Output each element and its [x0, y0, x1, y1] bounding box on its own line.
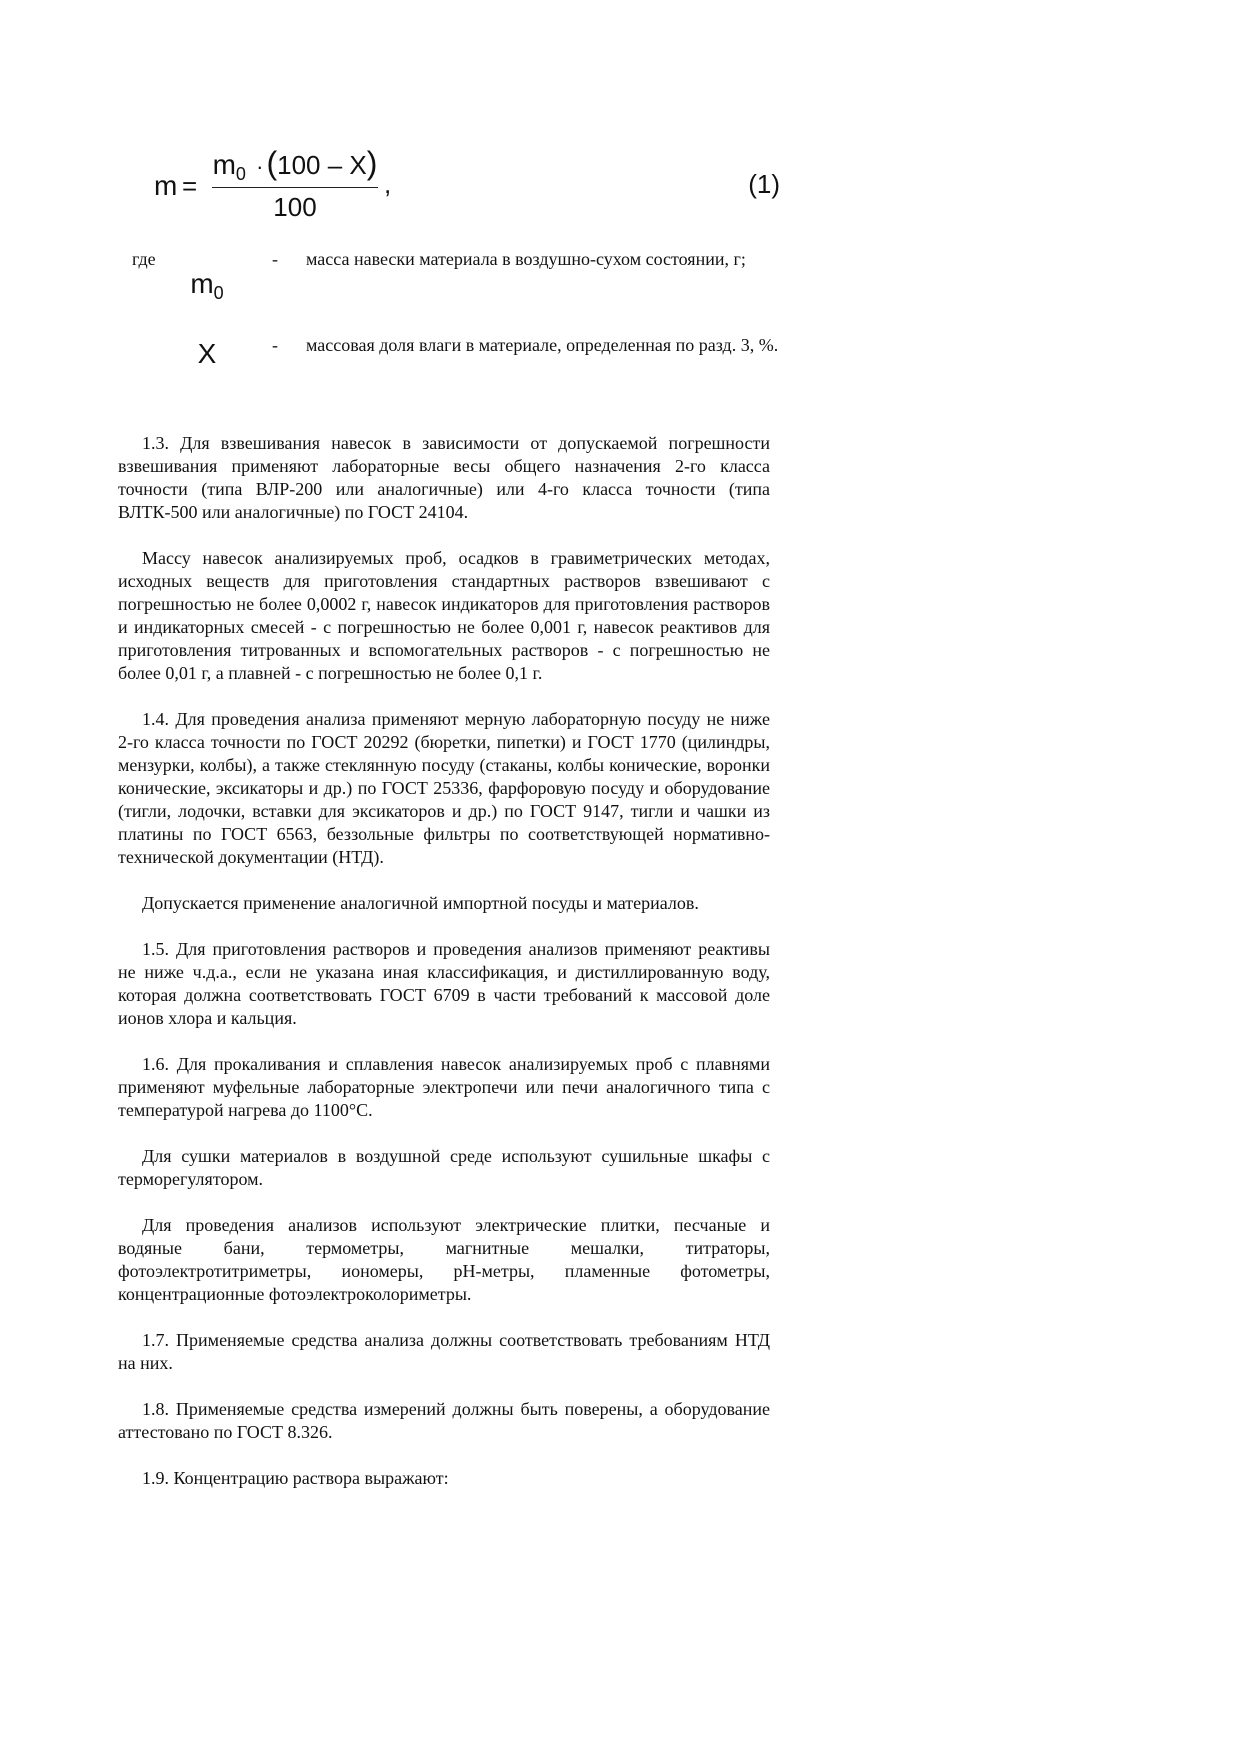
- legend-item-x: [132, 334, 788, 380]
- numerator-m: m: [212, 149, 236, 180]
- formula-denominator: 100: [273, 192, 317, 222]
- paragraph-1-4: 1.4. Для проведения анализа применяют мерную лабораторную посуду не ниже 2-го класса точности по ГОСТ 20292 (бюретки, пипетки) и ГОСТ 1770 (цилиндры, мензурки, колбы), а также стеклянную посуду (стаканы, колбы конические, воронки конические, эксикаторы и др.) по ГОСТ 25336, фарфоровую посуду и оборудование (тигли, лодочки, вставки для эксикаторов и др.) по ГОСТ 9147, тигли и чашки из платины по ГОСТ 6563, беззольные фильтры по соответствующей нормативно-технической документации (НТД).: [118, 709, 770, 867]
- formula-1: [150, 146, 780, 236]
- paragraph-1-6: 1.6. Для прокаливания и сплавления навесок анализируемых проб с плавнями применяют муфельные лабораторные электропечи или печи аналогичного типа с температурой нагрева до 1100°С.: [118, 1054, 770, 1120]
- legend-symbol-m0: [172, 268, 242, 309]
- formula-numerator: [210, 146, 380, 184]
- formula-lhs: m: [154, 170, 178, 201]
- paragraph-weighing-accuracy: Массу навесок анализируемых проб, осадков в гравиметрических методах, исходных веществ для приготовления стандартных растворов взвешивают с погрешностью не более 0,0002 г, навесок индикаторов для приготовления растворов и индикаторных смесей - с погрешностью не более 0,001 г, навесок реактивов для приготовления титрованных и вспомогательных растворов - с погрешностью не более 0,01 г, а плавней - с погрешностью не более 0,1 г.: [118, 548, 770, 683]
- variable-legend: [132, 248, 788, 420]
- formula-number: (1): [748, 169, 780, 199]
- paragraph-1-5: 1.5. Для приготовления растворов и проведения анализов применяют реактивы не ниже ч.д.а., если не указана иная классификация, и дистиллированную воду, которая должна соответствовать ГОСТ 6709 в части требований к массовой доле ионов хлора и кальция.: [118, 939, 770, 1028]
- formula-comma: ,: [384, 169, 392, 199]
- paragraph-imported-glassware: Допускается применение аналогичной импортной посуды и материалов.: [142, 893, 699, 913]
- legend-dash: -: [272, 335, 278, 355]
- paragraph-1-3: 1.3. Для взвешивания навесок в зависимости от допускаемой погрешности взвешивания применяют лабораторные весы общего назначения 2-го класса точности (типа ВЛР-200 или аналогичные) или 4-го класса точности (типа ВЛТК-500 или аналогичные) по ГОСТ 24104.: [118, 433, 770, 522]
- formula-fraction: [210, 146, 380, 226]
- legend-description: массовая доля влаги в материале, определенная по разд. 3, %.: [306, 335, 779, 355]
- paragraph-1-8: 1.8. Применяемые средства измерений должны быть поверены, а оборудование аттестовано по ГОСТ 8.326.: [118, 1399, 770, 1442]
- fraction-bar: [212, 187, 378, 188]
- multiplication-dot: ·: [256, 154, 264, 179]
- paragraph-1-7: 1.7. Применяемые средства анализа должны соответствовать требованиям НТД на них.: [118, 1330, 770, 1373]
- paragraph-1-9: 1.9. Концентрацию раствора выражают:: [142, 1468, 449, 1488]
- formula-equals-sign: =: [182, 171, 198, 201]
- legend-symbol-x: X: [197, 338, 217, 369]
- paragraph-drying: Для сушки материалов в воздушной среде используют сушильные шкафы с терморегулятором.: [118, 1146, 770, 1189]
- legend-where-label: где: [132, 249, 156, 269]
- numerator-subscript: 0: [235, 164, 246, 184]
- open-paren: (: [266, 145, 278, 181]
- body-text: [118, 432, 770, 1513]
- legend-symbol-m: m: [190, 268, 214, 299]
- legend-dash: -: [272, 249, 278, 269]
- close-paren: ): [366, 145, 378, 181]
- legend-symbol-subscript: 0: [213, 283, 224, 303]
- numerator-expression: 100 – X: [277, 150, 367, 180]
- legend-item-m0: [132, 248, 788, 303]
- legend-description: масса навески материала в воздушно-сухом состоянии, г;: [306, 249, 746, 269]
- paragraph-equipment: Для проведения анализов используют электрические плитки, песчаные и водяные бани, термометры, магнитные мешалки, титраторы, фотоэлектротитриметры, иономеры, рН-метры, пламенные фотометры, концентрационные фотоэлектроколориметры.: [118, 1215, 770, 1304]
